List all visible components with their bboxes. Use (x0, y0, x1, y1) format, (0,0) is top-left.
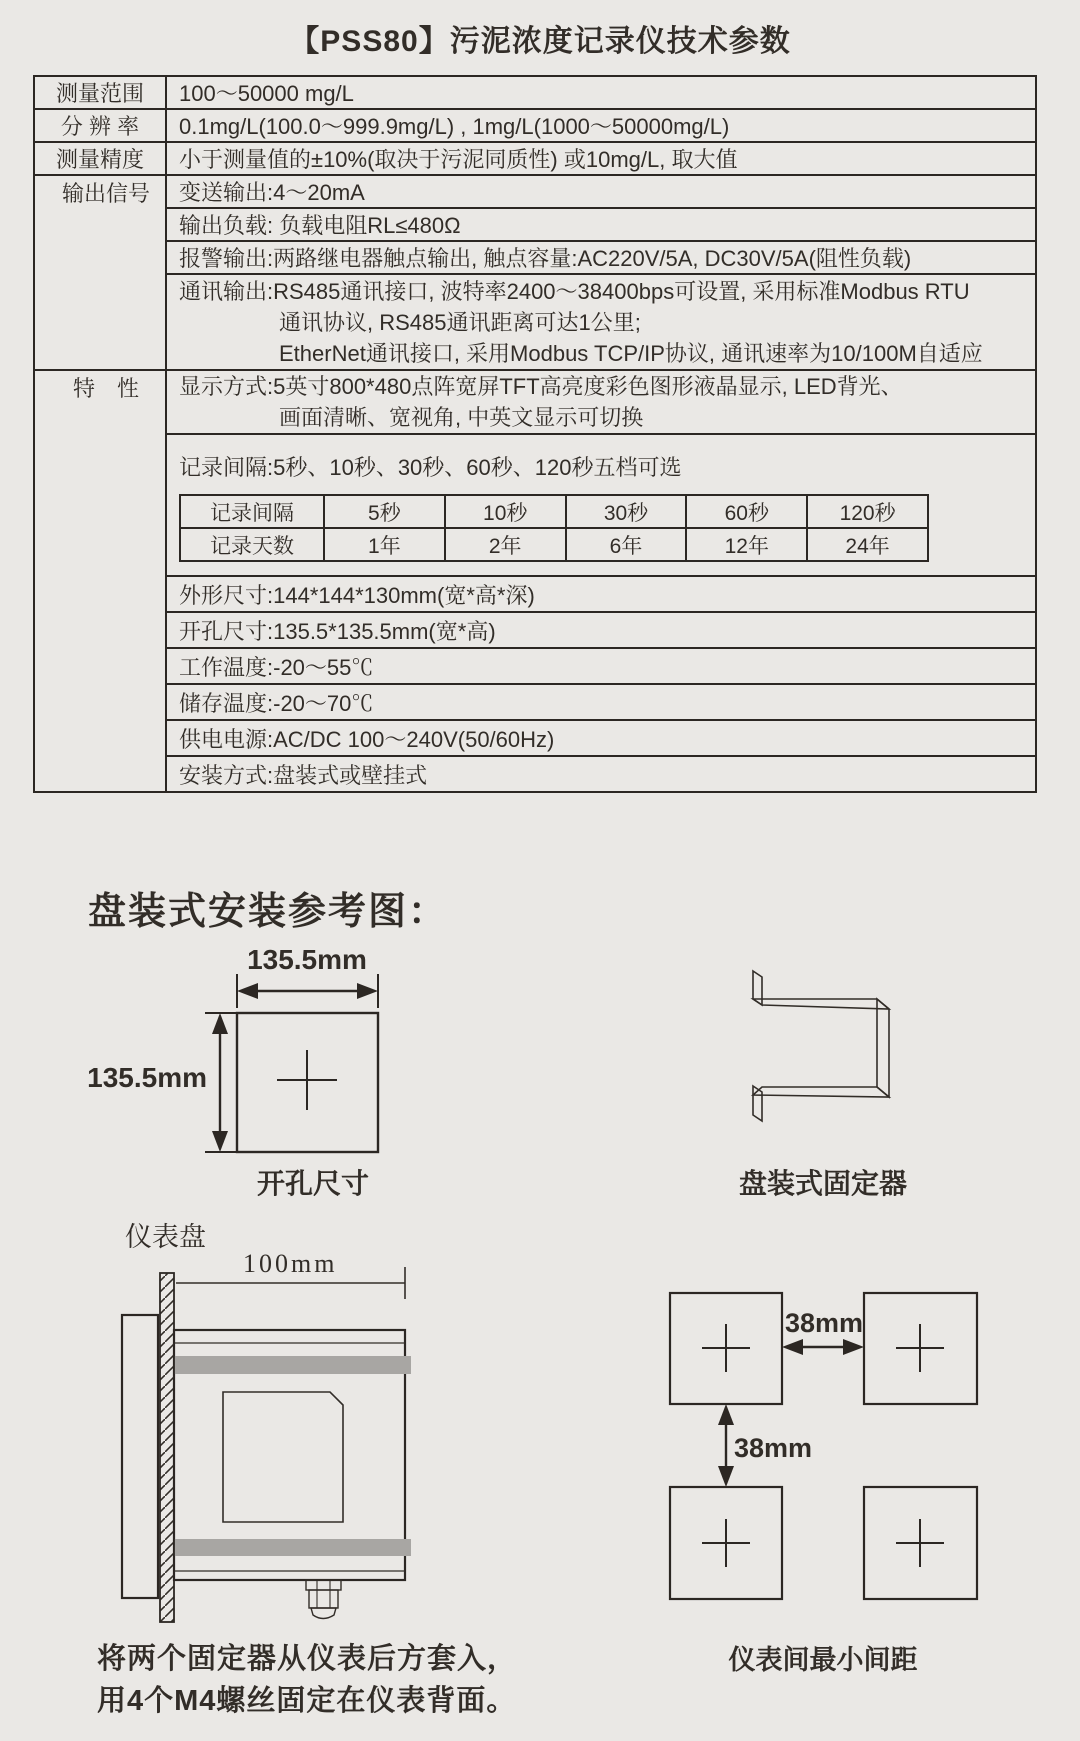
display-line-1: 显示方式:5英寸800*480点阵宽屏TFT高亮度彩色图形液晶显示, LED背光、 (179, 374, 903, 399)
table-row (180, 528, 928, 561)
row-label-accuracy: 测量精度 (34, 142, 166, 175)
cutout-caption: 开孔尺寸 (256, 1168, 369, 1199)
panel-hatch-strip (160, 1273, 174, 1622)
record-days-cell: 12年 (686, 528, 807, 561)
panel-label: 仪表盘 (125, 1222, 206, 1252)
row-label-range: 测量范围 (34, 76, 166, 109)
gap-horizontal-dimension: 38mm (784, 1308, 864, 1338)
mounting-note-line-2: 用4个M4螺丝固定在仪表背面。 (97, 1685, 517, 1717)
row-value-cutout: 开孔尺寸:135.5*135.5mm(宽*高) (166, 612, 1036, 648)
cable-gland (306, 1580, 341, 1619)
spec-table (33, 75, 1037, 793)
table-row (34, 175, 1036, 208)
comm-line-2: 通讯协议, RS485通讯距离可达1公里; (279, 309, 641, 335)
row-value-load: 输出负载: 负载电阻RL≤480Ω (166, 208, 1036, 241)
table-row (34, 370, 1036, 434)
cutout-square-figure (205, 974, 378, 1152)
record-header-cell: 30秒 (566, 495, 687, 528)
table-row (34, 142, 1036, 175)
row-value-power: 供电电源:AC/DC 100～240V(50/60Hz) (166, 720, 1036, 756)
row-value-range: 100～50000 mg/L (166, 76, 1036, 109)
row-value-mount: 安装方式:盘装式或壁挂式 (166, 756, 1036, 792)
row-value-work-temp: 工作温度:-20～55℃ (166, 648, 1036, 684)
row-value-comm (166, 274, 1036, 370)
row-value-display (166, 370, 1036, 434)
record-days-cell: 1年 (324, 528, 445, 561)
table-row (34, 612, 1036, 648)
bracket-figure (753, 971, 889, 1121)
record-header-cell: 120秒 (807, 495, 928, 528)
row-value-transmit: 变送输出:4～20mA (166, 175, 1036, 208)
table-row (34, 109, 1036, 142)
page-title: 【PSS80】污泥浓度记录仪技术参数 (289, 25, 791, 58)
table-row (34, 434, 1036, 576)
table-row (34, 576, 1036, 612)
mounting-note-line-1: 将两个固定器从仪表后方套入， (97, 1643, 518, 1675)
table-row (34, 241, 1036, 274)
comm-line-1: 通讯输出:RS485通讯接口, 波特率2400～38400bps可设置, 采用标准Modbus RTU (179, 278, 970, 304)
record-interval-cell (166, 434, 1036, 576)
record-header-cell: 5秒 (324, 495, 445, 528)
row-label-resolution: 分 辨 率 (34, 109, 166, 142)
table-row (34, 76, 1036, 109)
gap-vertical-dimension: 38mm (734, 1433, 813, 1463)
bracket-caption: 盘装式固定器 (738, 1168, 907, 1199)
record-interval-text: 记录间隔:5秒、10秒、30秒、60秒、120秒五档可选 (179, 455, 682, 480)
instrument-side-view (122, 1267, 411, 1622)
install-heading: 盘装式安装参考图： (88, 891, 449, 933)
table-row (34, 720, 1036, 756)
record-days-cell: 记录天数 (180, 528, 324, 561)
row-value-size: 外形尺寸:144*144*130mm(宽*高*深) (166, 576, 1036, 612)
row-value-resolution: 0.1mg/L(100.0～999.9mg/L) , 1mg/L(1000～50000mg/L) (166, 109, 1036, 142)
cutout-height-dimension: 135.5mm (87, 1062, 207, 1093)
rear-window (223, 1392, 343, 1522)
row-value-accuracy: 小于测量值的±10%(取决于污泥同质性) 或10mg/L, 取大值 (166, 142, 1036, 175)
record-header-cell: 60秒 (686, 495, 807, 528)
record-days-cell: 2年 (445, 528, 566, 561)
record-header-cell: 10秒 (445, 495, 566, 528)
record-days-cell: 6年 (566, 528, 687, 561)
depth-dimension: 100mm (243, 1249, 338, 1278)
group-label-output: 输出信号 (34, 175, 166, 370)
table-row (34, 208, 1036, 241)
cutout-width-dimension: 135.5mm (247, 944, 367, 975)
row-value-store-temp: 储存温度:-20～70℃ (166, 684, 1036, 720)
record-days-table (179, 494, 929, 562)
display-line-2: 画面清晰、宽视角, 中英文显示可切换 (279, 405, 644, 430)
table-row (34, 756, 1036, 792)
comm-line-3: EtherNet通讯接口, 采用Modbus TCP/IP协议, 通讯速率为10/100M自适应 (279, 340, 983, 366)
spacing-caption: 仪表间最小间距 (728, 1645, 918, 1675)
record-header-cell: 记录间隔 (180, 495, 324, 528)
table-row (34, 684, 1036, 720)
row-value-alarm: 报警输出:两路继电器触点输出, 触点容量:AC220V/5A, DC30V/5A(阻性负载) (166, 241, 1036, 274)
table-row (34, 274, 1036, 370)
gray-band-bottom (174, 1539, 411, 1556)
gray-band-top (174, 1356, 411, 1374)
table-row (180, 495, 928, 528)
group-label-feature: 特 性 (34, 370, 166, 792)
table-row (34, 648, 1036, 684)
record-days-cell: 24年 (807, 528, 928, 561)
